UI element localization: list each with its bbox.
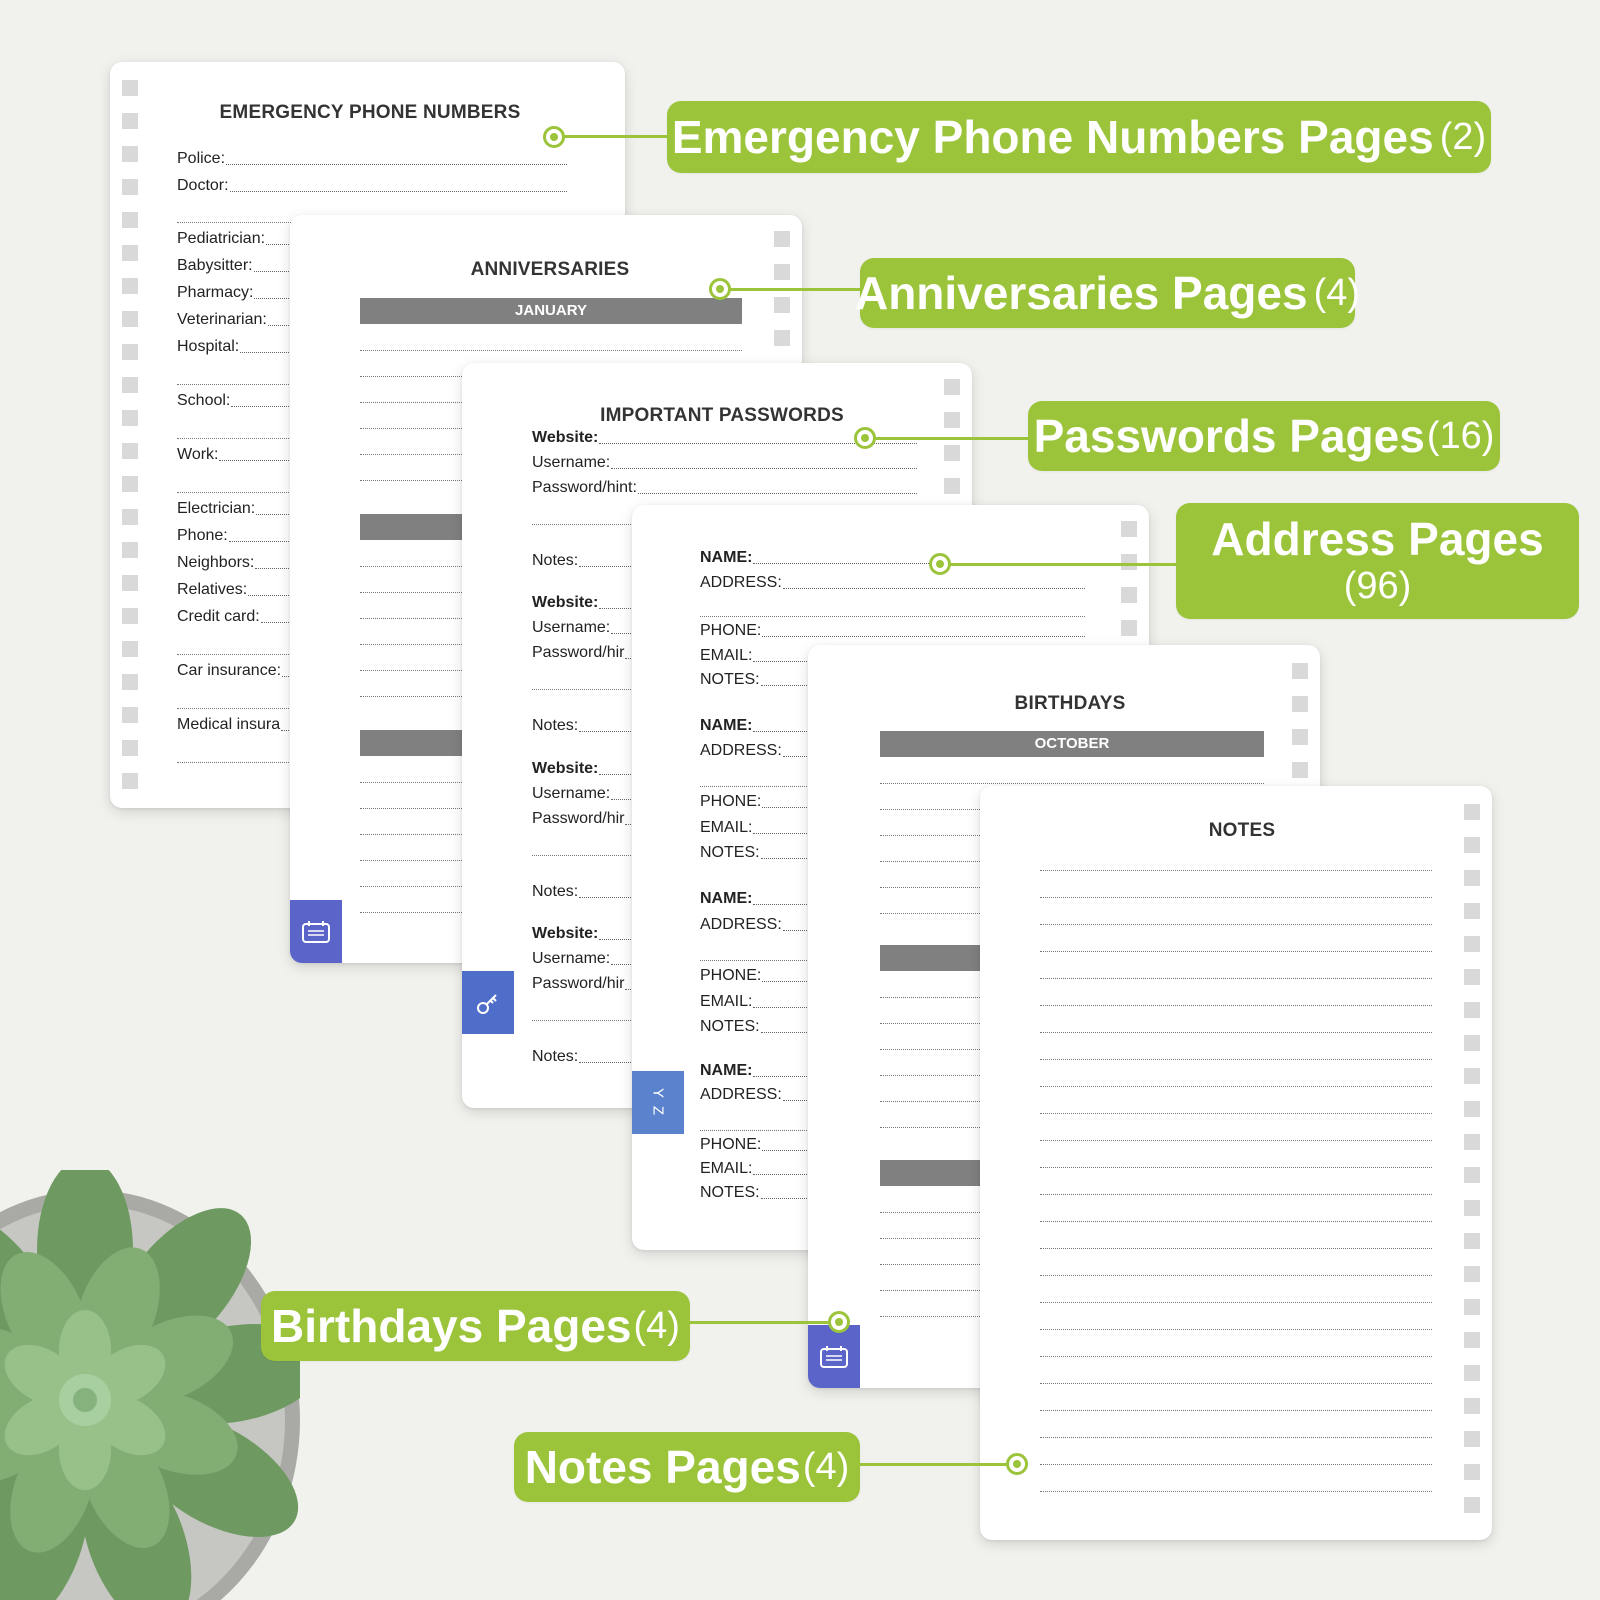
- website-field[interactable]: Website:: [532, 925, 917, 943]
- anniversaries-tab[interactable]: [290, 900, 342, 963]
- phone-field[interactable]: PHONE:: [700, 793, 1085, 811]
- notes-field[interactable]: Notes:: [532, 717, 917, 735]
- notes-field[interactable]: NOTES:: [700, 1184, 1085, 1202]
- anniversaries-callout-label: Anniversaries Pages: [854, 267, 1308, 319]
- field-school[interactable]: School:: [177, 392, 567, 410]
- notes-field[interactable]: NOTES:: [700, 671, 1085, 689]
- passwords-callout: [1028, 401, 1500, 471]
- birthdays-marker-dot: [828, 1311, 850, 1333]
- notes-leader-line: [860, 1463, 1010, 1466]
- notes-field[interactable]: NOTES:: [700, 1018, 1085, 1036]
- passwords-callout-count: (16): [1426, 414, 1495, 457]
- field-relatives[interactable]: Relatives:: [177, 581, 567, 599]
- address-field[interactable]: ADDRESS:: [700, 574, 1085, 592]
- field-phone[interactable]: Phone:: [177, 527, 567, 545]
- password-field[interactable]: Password/hir: [532, 644, 917, 662]
- month-bar-january: JANUARY: [360, 298, 742, 324]
- password-field[interactable]: Password/hir: [532, 810, 917, 828]
- field-medical-insurance[interactable]: Medical insura: [177, 716, 567, 734]
- field-doctor[interactable]: Doctor:: [177, 177, 567, 195]
- month-bar-october: OCTOBER: [880, 731, 1264, 757]
- address-field[interactable]: ADDRESS:: [700, 1086, 1085, 1104]
- notes-callout-count: (4): [802, 1445, 850, 1488]
- notes-marker-dot: [1006, 1453, 1028, 1475]
- name-field[interactable]: NAME:: [700, 890, 1085, 908]
- succulent-plant-image: [0, 1170, 300, 1600]
- anniversaries-callout-count: (4): [1313, 271, 1361, 314]
- passwords-title: IMPORTANT PASSWORDS: [600, 405, 844, 426]
- notes-page: [980, 786, 1492, 1540]
- username-field[interactable]: Username:: [532, 454, 917, 472]
- field-pharmacy[interactable]: Pharmacy:: [177, 284, 567, 302]
- address-callout-label: Address Pages: [1211, 513, 1544, 565]
- birthdays-callout: [261, 1291, 690, 1361]
- name-field[interactable]: NAME:: [700, 549, 1085, 567]
- emergency-marker-dot: [543, 126, 565, 148]
- field-car-insurance[interactable]: Car insurance:: [177, 662, 567, 680]
- calendar-icon: [301, 920, 331, 944]
- field-veterinarian[interactable]: Veterinarian:: [177, 311, 567, 329]
- username-field[interactable]: Username:: [532, 785, 917, 803]
- field-credit-card[interactable]: Credit card:: [177, 608, 567, 626]
- field-hospital[interactable]: Hospital:: [177, 338, 567, 356]
- emergency-callout: [667, 101, 1491, 173]
- notes-field[interactable]: Notes:: [532, 1048, 917, 1066]
- calendar-icon: [819, 1345, 849, 1369]
- field-police[interactable]: Police:: [177, 150, 567, 168]
- passwords-callout-label: Passwords Pages: [1033, 410, 1425, 462]
- address-leader-line: [949, 563, 1179, 566]
- field-work[interactable]: Work:: [177, 446, 567, 464]
- address-field[interactable]: ADDRESS:: [700, 916, 1085, 934]
- email-field[interactable]: EMAIL:: [700, 993, 1085, 1011]
- password-field[interactable]: Password/hint:: [532, 479, 917, 497]
- name-field[interactable]: NAME:: [700, 717, 1085, 735]
- birthdays-tab[interactable]: [808, 1325, 860, 1388]
- birthdays-leader-line: [690, 1321, 830, 1324]
- emergency-callout-label: Emergency Phone Numbers Pages: [671, 111, 1434, 163]
- passwords-marker-dot: [854, 427, 876, 449]
- notes-callout-label: Notes Pages: [524, 1441, 801, 1493]
- notes-field[interactable]: Notes:: [532, 883, 917, 901]
- birthdays-callout-label: Birthdays Pages: [271, 1300, 632, 1352]
- birthdays-title: BIRTHDAYS: [1014, 693, 1126, 714]
- field-pediatrician[interactable]: Pediatrician:: [177, 230, 567, 248]
- address-marker-dot: [929, 553, 951, 575]
- password-field[interactable]: Password/hir: [532, 975, 917, 993]
- notes-title: NOTES: [1208, 820, 1276, 841]
- birthdays-callout-count: (4): [633, 1304, 680, 1347]
- website-field[interactable]: Website:: [532, 760, 917, 778]
- emergency-leader-line: [563, 135, 670, 138]
- email-field[interactable]: EMAIL:: [700, 1160, 1085, 1178]
- website-field[interactable]: Website:: [532, 429, 917, 447]
- address-field[interactable]: ADDRESS:: [700, 742, 1085, 760]
- address-callout-count: (96): [1343, 565, 1412, 607]
- website-field[interactable]: Website:: [532, 594, 917, 612]
- phone-field[interactable]: PHONE:: [700, 1136, 1085, 1154]
- phone-field[interactable]: PHONE:: [700, 622, 1085, 640]
- notes-field[interactable]: NOTES:: [700, 844, 1085, 862]
- username-field[interactable]: Username:: [532, 950, 917, 968]
- passwords-tab[interactable]: [462, 971, 514, 1034]
- address-callout: [1176, 503, 1579, 619]
- email-field[interactable]: EMAIL:: [700, 819, 1085, 837]
- address-tab-yz[interactable]: [632, 1071, 684, 1134]
- anniversaries-marker-dot: [709, 278, 731, 300]
- username-field[interactable]: Username:: [532, 619, 917, 637]
- passwords-leader-line: [874, 437, 1030, 440]
- key-icon: [474, 989, 502, 1017]
- emergency-title: EMERGENCY PHONE NUMBERS: [219, 102, 521, 123]
- emergency-callout-count: (2): [1439, 115, 1487, 158]
- phone-field[interactable]: PHONE:: [700, 967, 1085, 985]
- notes-callout: [514, 1432, 860, 1502]
- anniversaries-title: ANNIVERSARIES: [470, 259, 630, 280]
- tab-letters: Y Z: [649, 1087, 667, 1118]
- notes-field[interactable]: Notes:: [532, 552, 917, 570]
- anniversaries-leader-line: [729, 288, 862, 291]
- email-field[interactable]: EMAIL:: [700, 647, 1085, 665]
- name-field[interactable]: NAME:: [700, 1062, 1085, 1080]
- field-neighbors[interactable]: Neighbors:: [177, 554, 567, 572]
- anniversaries-callout: [854, 258, 1361, 328]
- field-electrician[interactable]: Electrician:: [177, 500, 567, 518]
- field-babysitter[interactable]: Babysitter:: [177, 257, 567, 275]
